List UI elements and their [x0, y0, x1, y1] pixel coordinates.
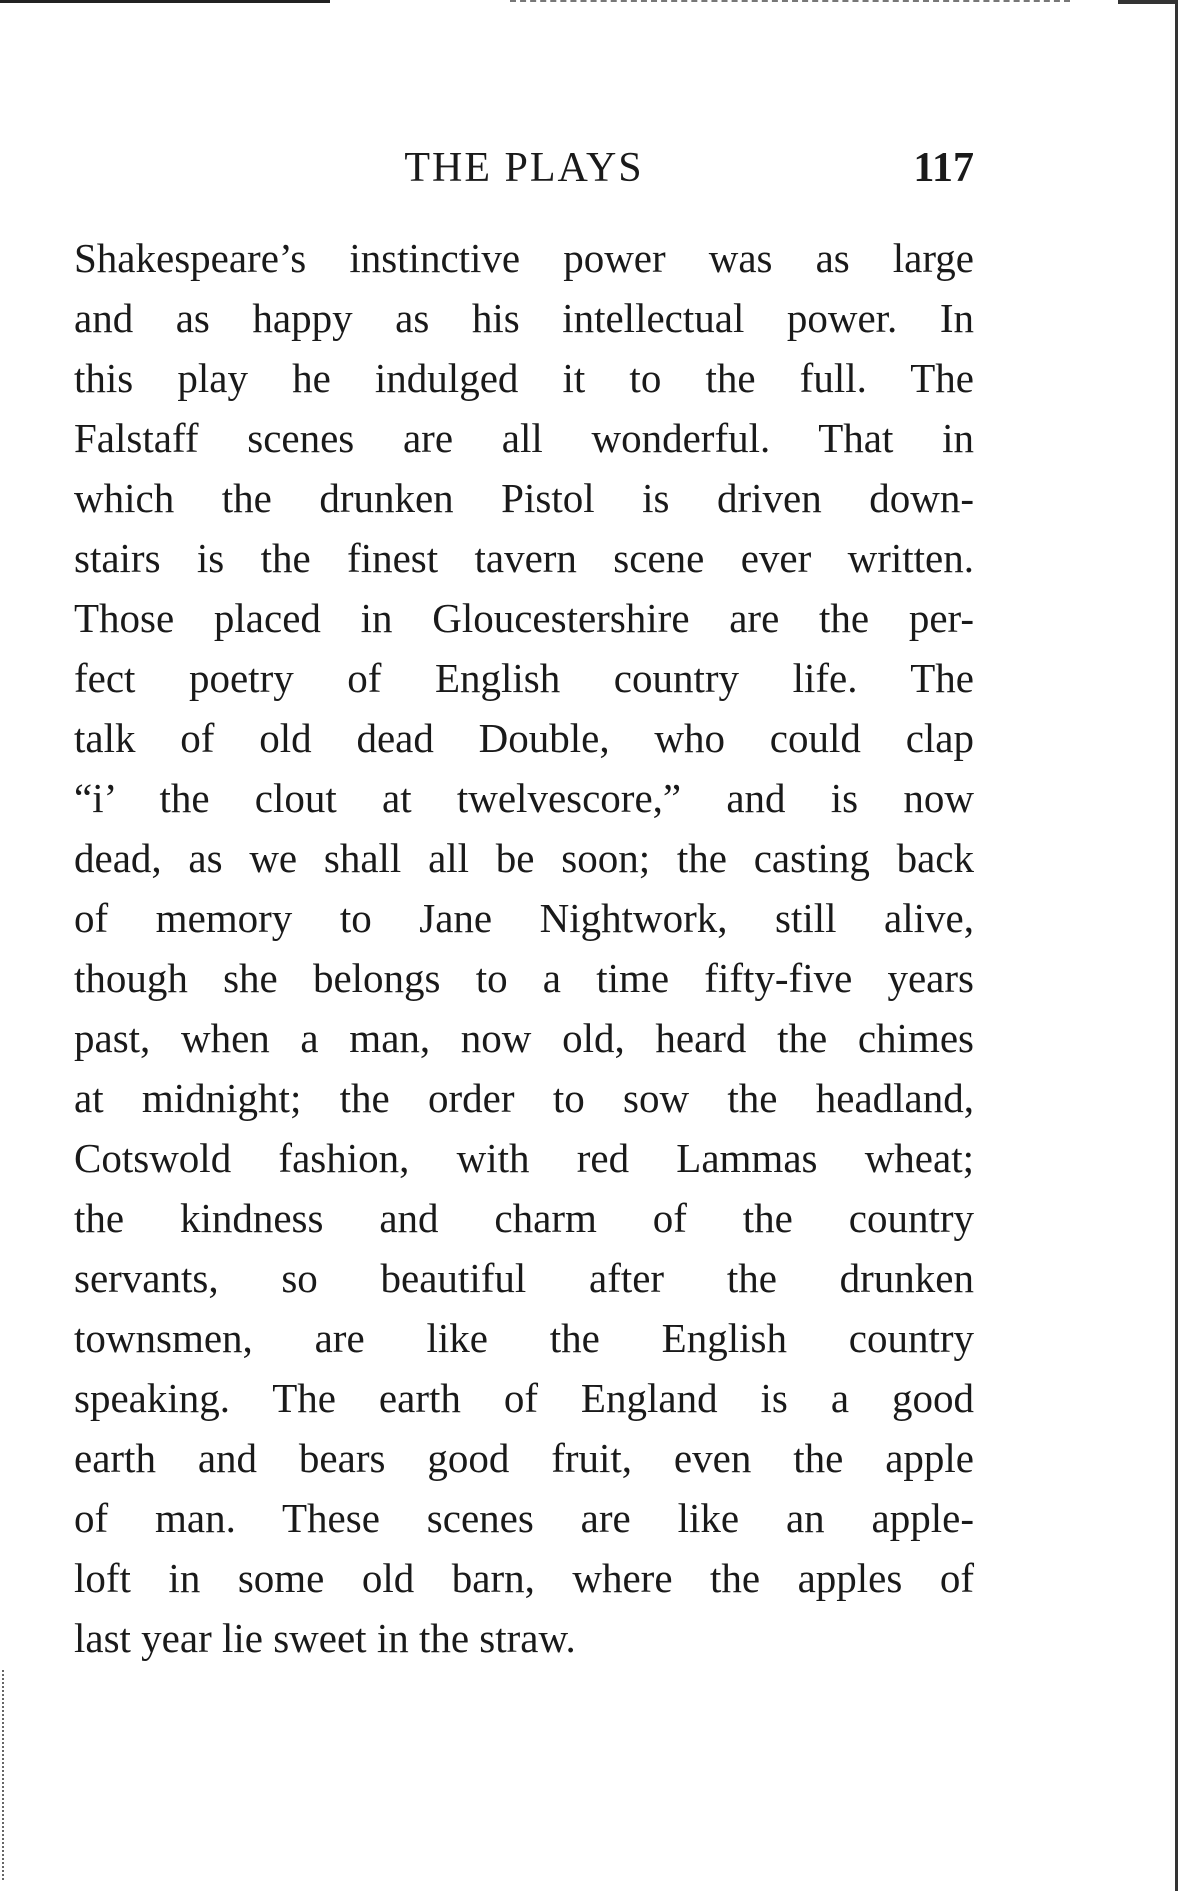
text-line: loft in some old barn, where the apples of [74, 1555, 974, 1601]
text-line: this play he indulged it to the full. The [74, 355, 974, 401]
text-line: “i’ the clout at twelvescore,” and is now [74, 775, 974, 821]
text-line: Those placed in Gloucestershire are the per- [74, 595, 974, 641]
scan-edge-top-dashed [510, 0, 1070, 4]
text-line: townsmen, are like the English country [74, 1315, 974, 1361]
running-title: THE PLAYS [404, 145, 644, 191]
scan-edge-top-left [0, 0, 330, 3]
text-line: and as happy as his intellectual power. In [74, 295, 974, 341]
body-paragraph [74, 228, 974, 1668]
text-line: dead, as we shall all be soon; the casting back [74, 835, 974, 881]
text-line: Shakespeare’s instinctive power was as large [74, 235, 974, 281]
text-line: last year lie sweet in the straw. [74, 1615, 576, 1661]
text-line: servants, so beautiful after the drunken [74, 1255, 974, 1301]
text-line: Cotswold fashion, with red Lammas wheat; [74, 1135, 974, 1181]
scan-edge-left-marks [2, 1670, 8, 1880]
text-line: earth and bears good fruit, even the apple [74, 1435, 974, 1481]
text-line: at midnight; the order to sow the headland, [74, 1075, 974, 1121]
text-line: which the drunken Pistol is driven down- [74, 475, 974, 521]
text-line: speaking. The earth of England is a good [74, 1375, 974, 1421]
text-line: stairs is the finest tavern scene ever written. [74, 535, 974, 581]
page-number: 117 [913, 145, 974, 191]
text-line: though she belongs to a time fifty-five years [74, 955, 974, 1001]
text-line: fect poetry of English country life. The [74, 655, 974, 701]
text-line: talk of old dead Double, who could clap [74, 715, 974, 761]
scan-edge-top-right [1118, 0, 1178, 4]
text-line: of memory to Jane Nightwork, still alive, [74, 895, 974, 941]
text-line: the kindness and charm of the country [74, 1195, 974, 1241]
text-line: past, when a man, now old, heard the chimes [74, 1015, 974, 1061]
running-head [74, 138, 974, 198]
text-line: of man. These scenes are like an apple- [74, 1495, 974, 1541]
text-line: Falstaff scenes are all wonderful. That in [74, 415, 974, 461]
